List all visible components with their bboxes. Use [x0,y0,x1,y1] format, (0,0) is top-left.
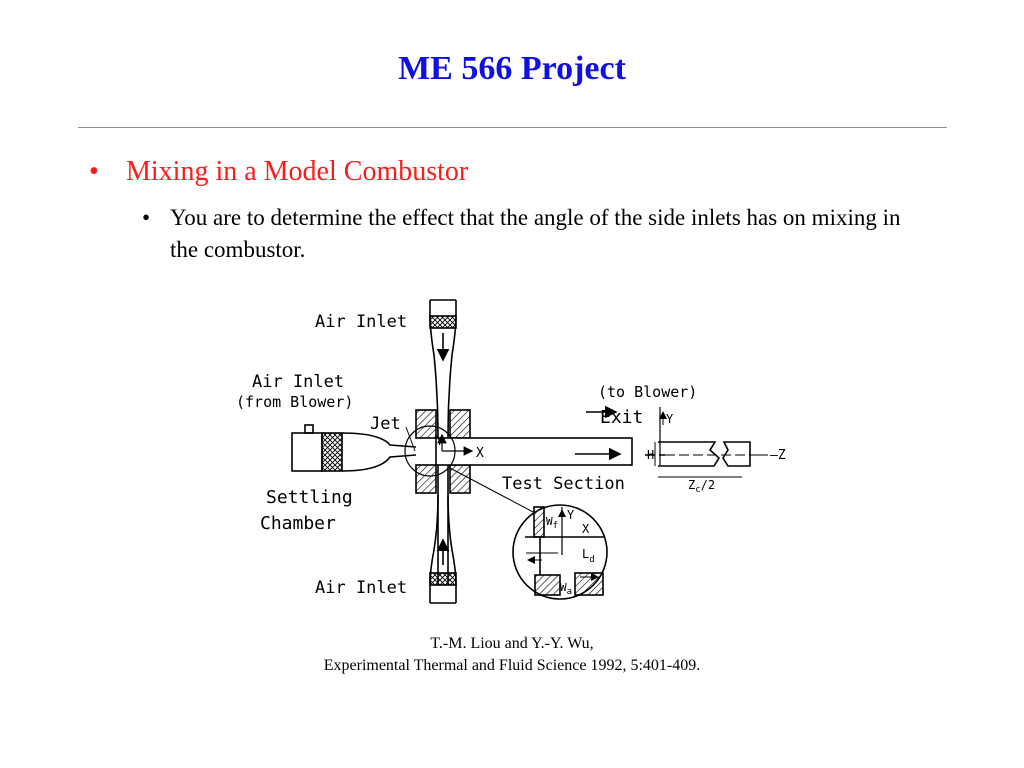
label-y-exit: Y [666,412,674,426]
label-zc: $Z_c/2$ [688,478,716,495]
figure-caption [0,633,1024,677]
label-air-inlet-bottom: Air Inlet [315,578,408,598]
label-air-inlet-left: Air Inlet [252,372,345,392]
label-jet: Jet [370,414,401,434]
bullet-text: Mixing in a Model Combustor [126,156,469,187]
bullet-dot: • [89,156,99,187]
label-ld: $L_d$ [582,547,595,565]
settling-chamber [292,433,322,471]
caption-reference: Experimental Thermal and Fluid Science 1992, 5:401-409. [323,657,701,674]
label-x-detail: X [582,522,590,536]
title-divider [78,127,947,128]
caption-authors: T.-M. Liou and Y.-Y. Wu, [430,635,594,652]
label-h: H [647,448,655,462]
top-screen [430,316,456,328]
label-chamber: Chamber [260,513,336,534]
label-neg-z: –Z [770,448,786,463]
sub-bullet-dot: • [142,205,151,230]
label-wf: $W_f$ [546,515,559,531]
label-x-axis: X [476,446,484,461]
bottom-screen [430,573,456,585]
label-air-inlet-top: Air Inlet [315,312,408,332]
label-settling: Settling [266,487,353,508]
label-y-detail: Y [567,508,575,522]
label-test-section: Test Section [502,474,625,494]
label-to-blower: (to Blower) [598,383,698,401]
slide-title: ME 566 Project [398,50,626,87]
sub-bullet-text: You are to determine the effect that the angle of the side inlets has on mixing in the combustor. [170,205,901,262]
label-y-axis: Y [436,434,444,448]
label-exit: Exit [600,407,644,428]
combustor-diagram [230,295,800,615]
label-wa: $W_a$ [560,581,573,597]
label-from-blower: (from Blower) [236,393,354,411]
